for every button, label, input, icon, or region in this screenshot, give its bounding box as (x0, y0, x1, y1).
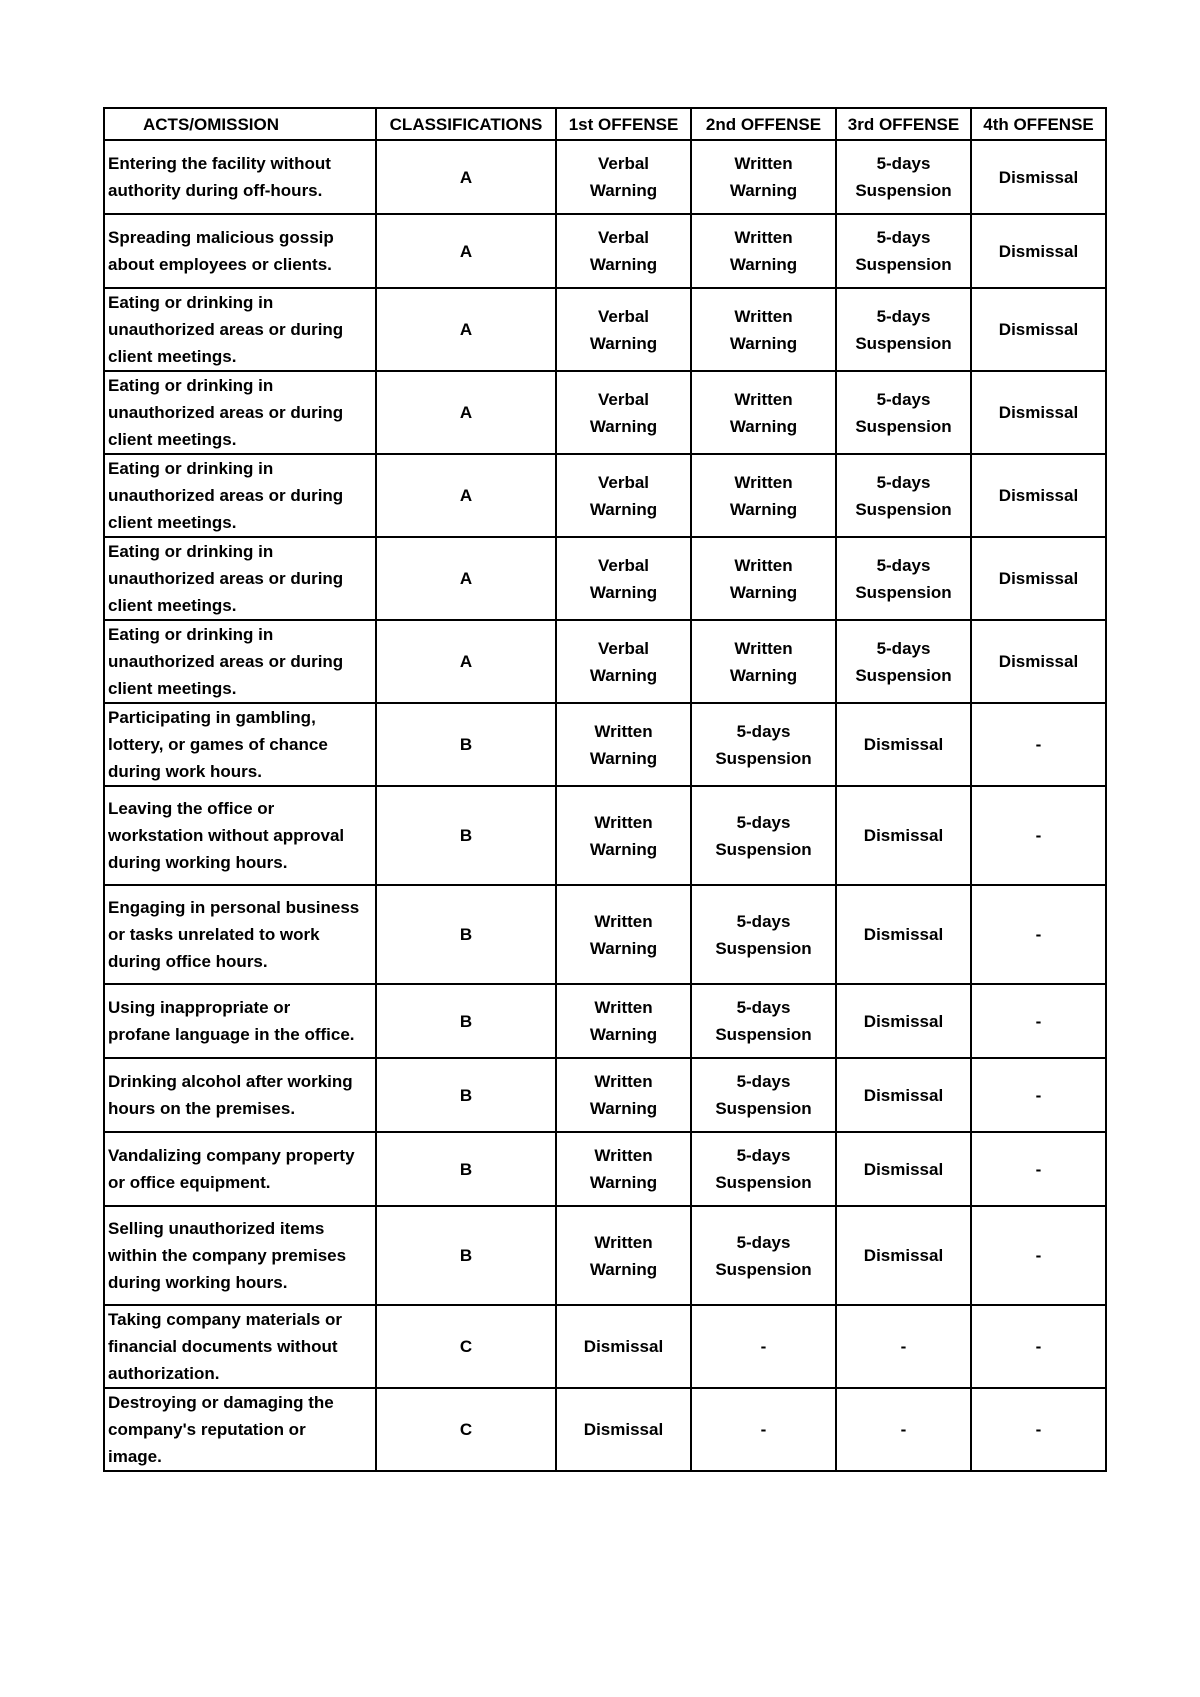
cell-first-offense-text: Written Warning (589, 998, 658, 1044)
cell-act (104, 984, 376, 1058)
cell-fourth-offense (971, 454, 1106, 537)
cell-first-offense-text: Written Warning (589, 812, 658, 859)
cell-first-offense-text: Verbal Warning (589, 472, 658, 519)
cell-fourth-offense-text: - (1035, 1420, 1042, 1439)
cell-third-offense (836, 703, 971, 786)
cell-second-offense-text: 5-days Suspension (715, 998, 812, 1044)
cell-third-offense-text: 5-days Suspension (855, 555, 952, 602)
cell-first-offense-text: Verbal Warning (589, 555, 658, 602)
cell-second-offense-text: - (760, 1420, 767, 1439)
cell-second-offense-text: Written Warning (729, 638, 798, 685)
cell-fourth-offense-text: Dismissal (998, 569, 1079, 588)
cell-third-offense (836, 214, 971, 288)
cell-second-offense (691, 1388, 836, 1471)
table-row (104, 786, 1106, 885)
cell-act (104, 214, 376, 288)
table-row (104, 1132, 1106, 1206)
cell-second-offense (691, 1206, 836, 1305)
table-row (104, 885, 1106, 984)
cell-classification-text: B (459, 1085, 473, 1105)
cell-classification (376, 703, 556, 786)
cell-second-offense-text: Written Warning (729, 472, 798, 519)
cell-first-offense-text: Verbal Warning (589, 228, 658, 274)
cell-second-offense (691, 620, 836, 703)
table-row (104, 1388, 1106, 1471)
cell-first-offense (556, 786, 691, 885)
cell-first-offense (556, 1305, 691, 1388)
cell-first-offense (556, 1206, 691, 1305)
cell-fourth-offense-text: - (1035, 735, 1042, 754)
cell-first-offense (556, 537, 691, 620)
cell-fourth-offense-text: - (1035, 925, 1042, 944)
table-row (104, 140, 1106, 214)
table-row (104, 537, 1106, 620)
cell-second-offense (691, 214, 836, 288)
cell-act-text: Using inappropriate or profane language in the office. (108, 998, 355, 1044)
cell-act (104, 786, 376, 885)
cell-fourth-offense (971, 1206, 1106, 1305)
cell-third-offense-text: 5-days Suspension (855, 638, 952, 685)
cell-classification-text: B (459, 1011, 473, 1031)
cell-third-offense (836, 454, 971, 537)
cell-act-text: Destroying or damaging the company's reputation or image. (108, 1393, 334, 1466)
cell-classification (376, 786, 556, 885)
cell-act-text: Eating or drinking in unauthorized areas or during client meetings. (108, 459, 344, 532)
table-row (104, 371, 1106, 454)
cell-third-offense (836, 1305, 971, 1388)
cell-classification-text: C (459, 1337, 473, 1356)
cell-first-offense-text: Written Warning (589, 721, 658, 768)
cell-first-offense (556, 1388, 691, 1471)
cell-fourth-offense (971, 371, 1106, 454)
cell-classification (376, 288, 556, 371)
cell-classification (376, 1206, 556, 1305)
cell-classification-text: B (459, 735, 473, 754)
cell-third-offense-text: Dismissal (863, 1011, 944, 1031)
cell-third-offense-text: 5-days Suspension (855, 472, 952, 519)
cell-act (104, 1388, 376, 1471)
table-row (104, 454, 1106, 537)
header-fourth-offense: 4th OFFENSE (971, 108, 1106, 140)
cell-fourth-offense (971, 786, 1106, 885)
cell-classification (376, 620, 556, 703)
cell-third-offense (836, 537, 971, 620)
cell-classification-text: B (459, 1246, 473, 1265)
cell-act-text: Participating in gambling, lottery, or games of chance during work hours. (108, 708, 328, 781)
cell-classification (376, 885, 556, 984)
table-row (104, 288, 1106, 371)
cell-first-offense-text: Verbal Warning (589, 306, 658, 353)
cell-act (104, 371, 376, 454)
cell-fourth-offense-text: Dismissal (998, 241, 1079, 261)
cell-act (104, 885, 376, 984)
header-row (104, 108, 1106, 140)
cell-classification (376, 984, 556, 1058)
cell-first-offense (556, 214, 691, 288)
cell-fourth-offense-text: - (1035, 1246, 1042, 1265)
cell-third-offense (836, 885, 971, 984)
cell-classification-text: B (459, 826, 473, 845)
table-row (104, 214, 1106, 288)
cell-fourth-offense-text: - (1035, 826, 1042, 845)
cell-third-offense-text: Dismissal (863, 1159, 944, 1179)
cell-first-offense (556, 288, 691, 371)
cell-act-text: Engaging in personal business or tasks unrelated to work during office hours. (108, 898, 360, 971)
table-row (104, 984, 1106, 1058)
cell-fourth-offense-text: Dismissal (998, 320, 1079, 339)
cell-classification (376, 537, 556, 620)
cell-third-offense (836, 1206, 971, 1305)
header-first-offense: 1st OFFENSE (556, 108, 691, 140)
cell-third-offense-text: - (900, 1337, 907, 1356)
cell-second-offense (691, 984, 836, 1058)
cell-classification-text: B (459, 1159, 473, 1179)
cell-fourth-offense (971, 1058, 1106, 1132)
cell-second-offense (691, 1305, 836, 1388)
cell-act-text: Taking company materials or financial documents without authorization. (108, 1310, 342, 1383)
cell-first-offense-text: Written Warning (589, 1072, 658, 1118)
cell-second-offense (691, 703, 836, 786)
cell-classification-text: A (459, 403, 473, 422)
cell-classification (376, 214, 556, 288)
header-classifications: CLASSIFICATIONS (376, 108, 556, 140)
cell-fourth-offense (971, 1305, 1106, 1388)
cell-fourth-offense (971, 885, 1106, 984)
cell-fourth-offense (971, 1132, 1106, 1206)
cell-fourth-offense-text: Dismissal (998, 486, 1079, 505)
cell-second-offense (691, 288, 836, 371)
cell-act (104, 1058, 376, 1132)
table-row (104, 620, 1106, 703)
cell-third-offense-text: Dismissal (863, 925, 944, 944)
cell-second-offense-text: Written Warning (729, 228, 798, 274)
cell-second-offense (691, 371, 836, 454)
cell-third-offense-text: Dismissal (863, 826, 944, 845)
cell-third-offense (836, 620, 971, 703)
cell-second-offense-text: 5-days Suspension (715, 911, 812, 958)
cell-second-offense-text: 5-days Suspension (715, 721, 812, 768)
cell-fourth-offense (971, 214, 1106, 288)
cell-first-offense-text: Written Warning (589, 911, 658, 958)
cell-fourth-offense-text: Dismissal (998, 652, 1079, 671)
cell-fourth-offense (971, 984, 1106, 1058)
offense-table (103, 107, 1107, 1472)
header-acts: ACTS/OMISSION (104, 108, 376, 140)
cell-first-offense-text: Verbal Warning (589, 154, 658, 200)
cell-first-offense-text: Written Warning (589, 1232, 658, 1279)
cell-act (104, 140, 376, 214)
cell-act (104, 620, 376, 703)
cell-first-offense (556, 454, 691, 537)
cell-first-offense (556, 1058, 691, 1132)
table-body (104, 140, 1106, 1471)
cell-first-offense (556, 885, 691, 984)
cell-third-offense-text: - (900, 1420, 907, 1439)
cell-classification (376, 371, 556, 454)
cell-third-offense-text: 5-days Suspension (855, 306, 952, 353)
cell-fourth-offense (971, 288, 1106, 371)
cell-second-offense-text: - (760, 1337, 767, 1356)
cell-act (104, 1206, 376, 1305)
table-row (104, 1058, 1106, 1132)
header-third-offense: 3rd OFFENSE (836, 108, 971, 140)
cell-fourth-offense (971, 703, 1106, 786)
cell-act (104, 288, 376, 371)
cell-act-text: Eating or drinking in unauthorized areas or during client meetings. (108, 376, 344, 449)
cell-classification (376, 1388, 556, 1471)
cell-first-offense (556, 371, 691, 454)
cell-second-offense (691, 454, 836, 537)
cell-act-text: Vandalizing company property or office equipment. (108, 1146, 355, 1192)
cell-third-offense (836, 1132, 971, 1206)
cell-third-offense (836, 984, 971, 1058)
cell-act (104, 454, 376, 537)
cell-third-offense (836, 1058, 971, 1132)
cell-act-text: Drinking alcohol after working hours on the premises. (108, 1072, 353, 1118)
table-row (104, 1305, 1106, 1388)
cell-first-offense-text: Verbal Warning (589, 638, 658, 685)
cell-third-offense (836, 371, 971, 454)
cell-act-text: Selling unauthorized items within the company premises during working hours. (108, 1219, 347, 1292)
cell-classification-text: A (459, 569, 473, 588)
cell-third-offense-text: 5-days Suspension (855, 154, 952, 200)
cell-third-offense-text: 5-days Suspension (855, 228, 952, 274)
cell-act-text: Leaving the office or workstation without approval during working hours. (108, 799, 345, 872)
cell-first-offense-text: Dismissal (583, 1420, 664, 1439)
cell-fourth-offense-text: Dismissal (998, 403, 1079, 422)
cell-second-offense (691, 786, 836, 885)
cell-third-offense (836, 1388, 971, 1471)
cell-first-offense (556, 620, 691, 703)
cell-first-offense-text: Dismissal (583, 1337, 664, 1356)
cell-fourth-offense-text: Dismissal (998, 167, 1079, 187)
cell-second-offense-text: Written Warning (729, 555, 798, 602)
table-row (104, 1206, 1106, 1305)
cell-second-offense-text: Written Warning (729, 154, 798, 200)
cell-act (104, 1132, 376, 1206)
cell-act (104, 537, 376, 620)
cell-classification (376, 1132, 556, 1206)
cell-act-text: Entering the facility without authority during off-hours. (108, 154, 331, 200)
cell-act-text: Eating or drinking in unauthorized areas or during client meetings. (108, 542, 344, 615)
cell-first-offense (556, 1132, 691, 1206)
cell-second-offense-text: 5-days Suspension (715, 1146, 812, 1192)
cell-third-offense (836, 786, 971, 885)
cell-classification-text: A (459, 167, 473, 187)
cell-act-text: Eating or drinking in unauthorized areas or during client meetings. (108, 625, 344, 698)
cell-third-offense-text: Dismissal (863, 735, 944, 754)
cell-fourth-offense-text: - (1035, 1085, 1042, 1105)
cell-third-offense (836, 288, 971, 371)
cell-act (104, 703, 376, 786)
cell-fourth-offense-text: - (1035, 1011, 1042, 1031)
cell-act-text: Eating or drinking in unauthorized areas or during client meetings. (108, 293, 344, 366)
cell-second-offense-text: Written Warning (729, 306, 798, 353)
cell-second-offense (691, 140, 836, 214)
cell-first-offense-text: Verbal Warning (589, 389, 658, 436)
cell-second-offense-text: 5-days Suspension (715, 1232, 812, 1279)
cell-second-offense-text: 5-days Suspension (715, 1072, 812, 1118)
cell-third-offense-text: 5-days Suspension (855, 389, 952, 436)
cell-fourth-offense-text: - (1035, 1337, 1042, 1356)
header-second-offense: 2nd OFFENSE (691, 108, 836, 140)
cell-fourth-offense (971, 537, 1106, 620)
cell-classification (376, 1305, 556, 1388)
cell-classification-text: B (459, 925, 473, 944)
cell-third-offense-text: Dismissal (863, 1246, 944, 1265)
cell-first-offense-text: Written Warning (589, 1146, 658, 1192)
cell-second-offense (691, 537, 836, 620)
cell-classification-text: A (459, 320, 473, 339)
cell-first-offense (556, 703, 691, 786)
cell-act (104, 1305, 376, 1388)
cell-classification-text: A (459, 652, 473, 671)
cell-third-offense-text: Dismissal (863, 1085, 944, 1105)
cell-second-offense (691, 885, 836, 984)
cell-second-offense (691, 1058, 836, 1132)
table-row (104, 703, 1106, 786)
cell-classification-text: A (459, 486, 473, 505)
cell-fourth-offense (971, 620, 1106, 703)
cell-second-offense-text: Written Warning (729, 389, 798, 436)
cell-classification (376, 1058, 556, 1132)
cell-third-offense (836, 140, 971, 214)
cell-classification (376, 454, 556, 537)
cell-classification (376, 140, 556, 214)
cell-fourth-offense (971, 140, 1106, 214)
cell-classification-text: C (459, 1420, 473, 1439)
cell-second-offense (691, 1132, 836, 1206)
cell-classification-text: A (459, 241, 473, 261)
cell-first-offense (556, 984, 691, 1058)
cell-second-offense-text: 5-days Suspension (715, 812, 812, 859)
cell-first-offense (556, 140, 691, 214)
cell-fourth-offense (971, 1388, 1106, 1471)
cell-act-text: Spreading malicious gossip about employees or clients. (108, 228, 334, 274)
cell-fourth-offense-text: - (1035, 1159, 1042, 1179)
